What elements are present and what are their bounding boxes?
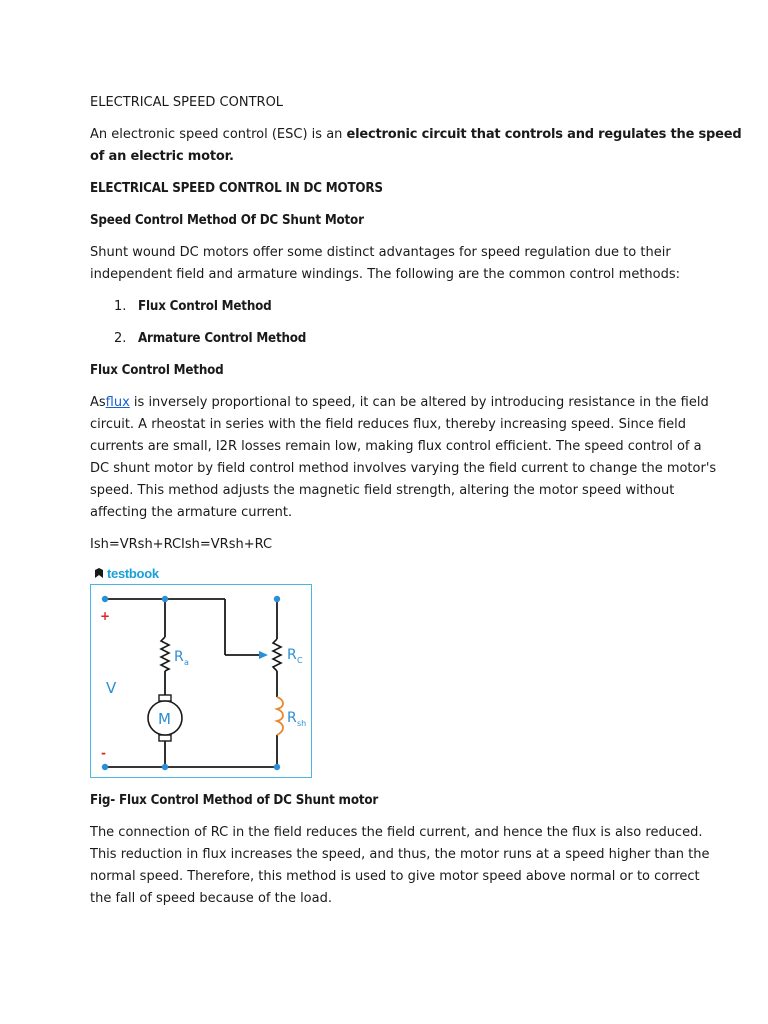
rheostat-arrow bbox=[259, 651, 268, 659]
list-number: 2. bbox=[114, 331, 127, 346]
flux-paragraph-line-2: circuit. A rheostat in series with the field reduces flux, thereby increasing speed. Since field bbox=[90, 417, 687, 432]
field-rheostat bbox=[273, 639, 281, 671]
shunt-paragraph-line-2: independent field and armature windings. The following are the common control methods: bbox=[90, 267, 681, 282]
flux-paragraph-line-1 bbox=[90, 392, 709, 414]
formula-text: Ish=VRsh+RCIsh=VRsh+RC bbox=[90, 537, 273, 552]
conclusion-line-1: The connection of RC in the field reduces the field current, and hence the flux is also reduced. bbox=[90, 825, 703, 840]
circuit-nodes bbox=[102, 596, 280, 770]
rsh-label: R bbox=[287, 710, 297, 726]
flux-paragraph-line-4: DC shunt motor by field control method involves varying the field current to change the motor's bbox=[90, 461, 717, 476]
circuit-wires bbox=[105, 599, 277, 767]
minus-label: - bbox=[101, 746, 106, 760]
flux-paragraph-line-5: speed. This method adjusts the magnetic field strength, altering the motor speed without bbox=[90, 483, 675, 498]
figure-caption: Fig- Flux Control Method of DC Shunt motor bbox=[90, 793, 379, 808]
intro-plain-text: An electronic speed control (ESC) is an bbox=[90, 127, 347, 142]
flux-as-text: As bbox=[90, 395, 106, 410]
ra-label: R bbox=[174, 649, 184, 665]
heading-flux-control: Flux Control Method bbox=[90, 363, 224, 378]
list-item bbox=[114, 328, 306, 350]
rc-subscript: C bbox=[297, 656, 303, 665]
testbook-logo bbox=[94, 564, 159, 582]
rsh-subscript: sh bbox=[297, 719, 307, 728]
flux-paragraph-line-6: affecting the armature current. bbox=[90, 505, 293, 520]
circuit-figure bbox=[90, 562, 315, 780]
heading-shunt-motor: Speed Control Method Of DC Shunt Motor bbox=[90, 213, 364, 228]
testbook-logo-icon bbox=[94, 567, 104, 579]
voltage-label: V bbox=[106, 679, 117, 697]
list-item bbox=[114, 296, 272, 318]
list-label: Armature Control Method bbox=[138, 331, 307, 346]
ra-subscript: a bbox=[184, 658, 189, 667]
list-number: 1. bbox=[114, 299, 127, 314]
field-coil bbox=[277, 697, 283, 735]
list-label: Flux Control Method bbox=[138, 299, 272, 314]
heading-dc-motors: ELECTRICAL SPEED CONTROL IN DC MOTORS bbox=[90, 181, 383, 196]
shunt-paragraph-line-1: Shunt wound DC motors offer some distinct advantages for speed regulation due to their bbox=[90, 245, 671, 260]
conclusion-line-2: This reduction in flux increases the speed, and thus, the motor runs at a speed higher than the bbox=[90, 847, 710, 862]
motor-label: M bbox=[158, 710, 171, 728]
conclusion-line-4: the fall of speed because of the load. bbox=[90, 891, 332, 906]
doc-title: ELECTRICAL SPEED CONTROL bbox=[90, 95, 284, 110]
intro-bold-text: electronic circuit that controls and regulates the speed bbox=[346, 127, 742, 142]
flux-link[interactable]: flux bbox=[105, 395, 130, 410]
intro-line-1 bbox=[90, 124, 742, 146]
circuit-diagram-frame bbox=[90, 584, 312, 778]
armature-resistor bbox=[161, 637, 169, 671]
flux-line-1-rest: is inversely proportional to speed, it can be altered by introducing resistance in the field bbox=[129, 395, 709, 410]
flux-paragraph-line-3: currents are small, I2R losses remain low, making flux control efficient. The speed control of a bbox=[90, 439, 702, 454]
plus-label: + bbox=[100, 609, 111, 623]
testbook-logo-text: testbook bbox=[107, 565, 159, 581]
conclusion-line-3: normal speed. Therefore, this method is used to give motor speed above normal or to correct bbox=[90, 869, 700, 884]
intro-line-2: of an electric motor. bbox=[90, 149, 234, 164]
circuit-diagram bbox=[91, 585, 313, 779]
rc-label: R bbox=[287, 647, 297, 663]
